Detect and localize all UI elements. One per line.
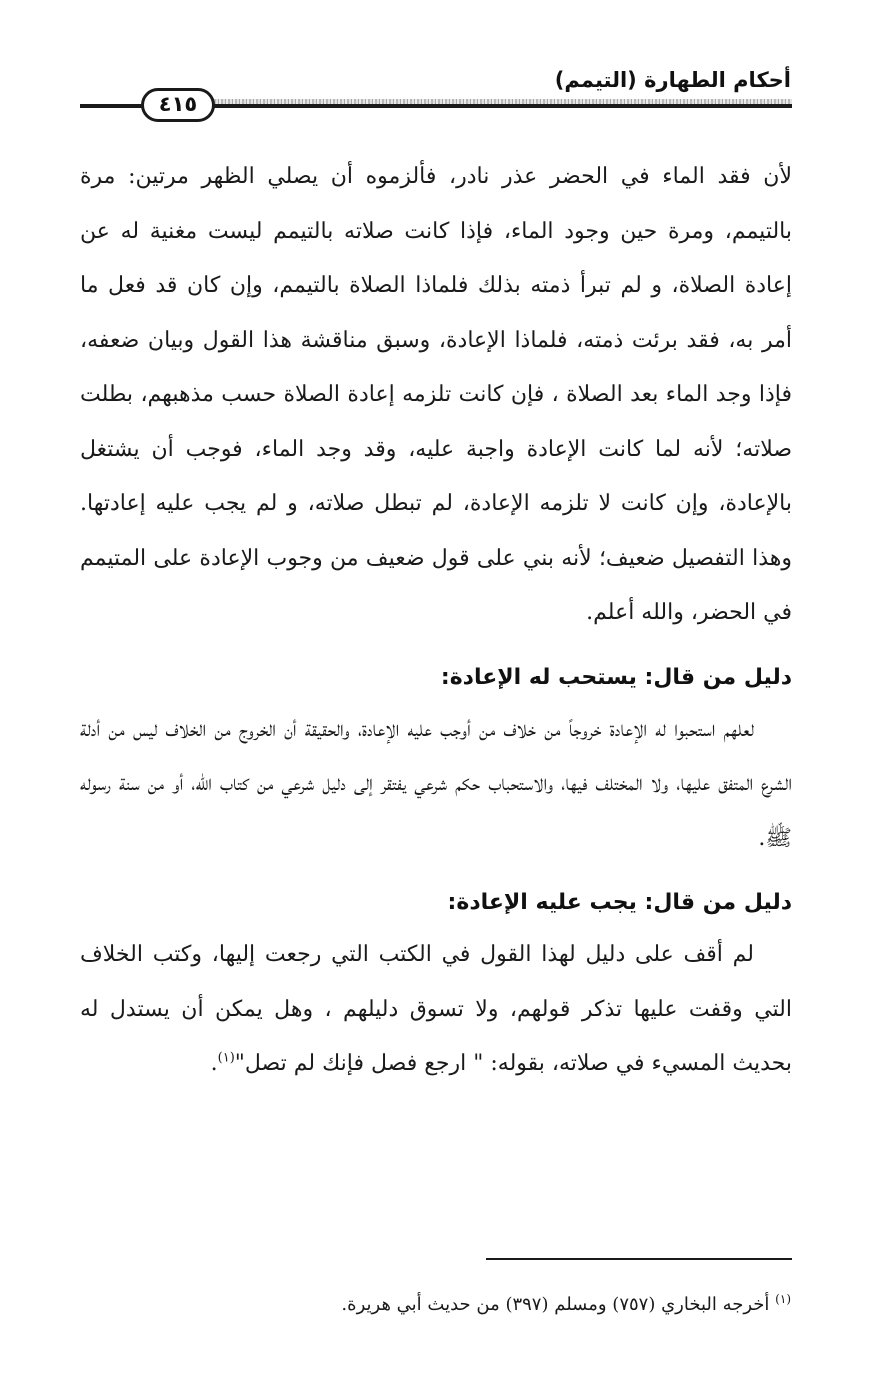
heading-recommended-repeat: دليل من قال: يستحب له الإعادة: <box>440 664 792 690</box>
paragraph-recommended-repeat: لعلهم استحبوا له الإعادة خروجاً من خلاف من أوجب عليه الإعادة، والحقيقة أن الخروج من الخلاف ليس من أدلة الشرع المتفق عليها، ولا المختلف فيها، والاستحباب حكم شرعي يفتقر إلى دليل شرعي من كتاب الله، أو من سنة رسوله ﷺ. <box>80 716 792 851</box>
paragraph-end-mark: . <box>210 1051 218 1076</box>
page-number: ٤١٥ <box>141 88 215 122</box>
footnote-reference[interactable]: (١) <box>217 1050 235 1066</box>
running-title: أحكام الطهارة (التيمم) <box>554 68 791 92</box>
footnote-rule <box>486 1258 792 1260</box>
paragraph-obligatory-repeat <box>80 928 792 1092</box>
page-content <box>80 150 792 1092</box>
footnote-text: أخرجه البخاري (٧٥٧) ومسلم (٣٩٧) من حديث أبي هريرة. <box>341 1294 770 1315</box>
heading-obligatory-repeat: دليل من قال: يجب عليه الإعادة: <box>447 890 792 915</box>
footnote-marker: (١) <box>775 1292 791 1306</box>
paragraph-obligatory-text: لم أقف على دليل لهذا القول في الكتب التي رجعت إليها، وكتب الخلاف التي وقفت عليها تذكر قولهم، ولا تسوق دليلهم ، وهل يمكن أن يستدل له بحديث المسيء في صلاته، بقوله: " ارجع فصل فإنك لم تصل" <box>80 942 792 1076</box>
paragraph-opening: لأن فقد الماء في الحضر عذر نادر، فألزموه أن يصلي الظهر مرتين: مرة بالتيمم، ومرة حين وجود الماء، فإذا كانت صلاته بالتيمم ليست مغنية له عن إعادة الصلاة، و لم تبرأ ذمته بذلك فلماذا الصلاة بالتيمم، وإن كان قد فعل ما أمر به، فقد برئت ذمته، فلماذا الإعادة، وسبق مناقشة هذا القول وبيان ضعفه، فإذا وجد الماء بعد الصلاة ، فإن كانت تلزمه إعادة الصلاة حسب مذهبهم، بطلت صلاته؛ لأنه لما كانت الإعادة واجبة عليه، وقد وجد الماء، فوجب أن يشتغل بالإعادة، وإن كانت لا تلزمه الإعادة، لم تبطل صلاته، و لم يجب عليه إعادتها. وهذا التفصيل ضعيف؛ لأنه بني على قول ضعيف من وجوب الإعادة على المتيمم في الحضر، والله أعلم. <box>80 164 792 625</box>
footnote <box>341 1284 791 1320</box>
